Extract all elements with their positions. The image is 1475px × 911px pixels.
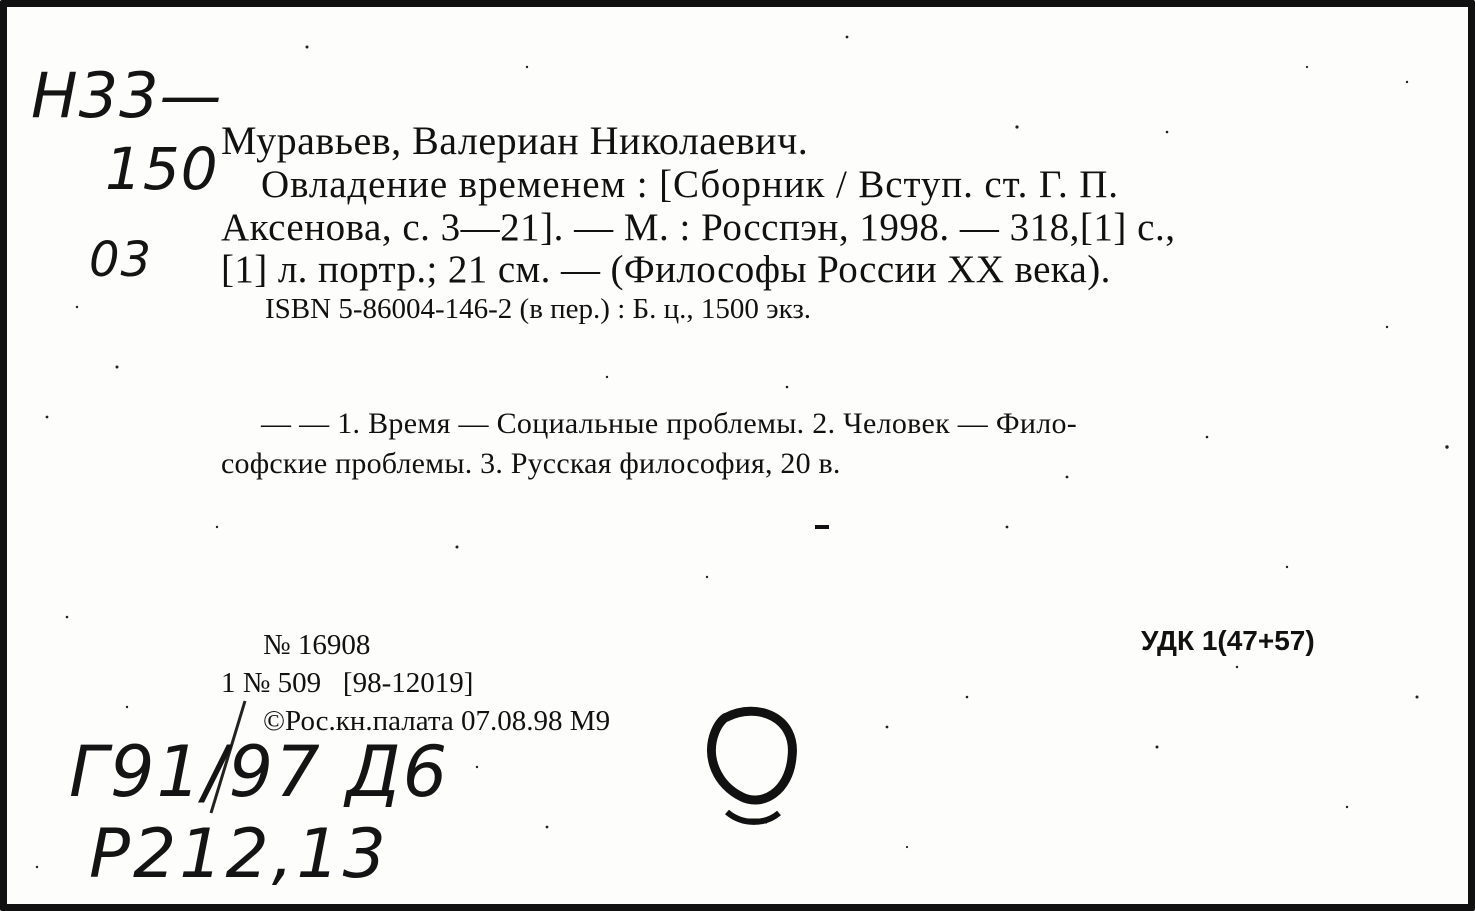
handwritten-note-line1: Г91/97 Д6 [69, 731, 450, 813]
copy-line: 1 № 509 [98-12019] [221, 667, 474, 699]
isbn-line: ISBN 5-86004-146-2 (в пер.) : Б. ц., 1500 экз. [265, 293, 812, 325]
subjects-line-1: — — 1. Время — Социальные проблемы. 2. Человек — Фило- [261, 407, 1078, 440]
circle-mark-icon [687, 697, 827, 837]
author-heading: Муравьев, Валериан Николаевич. [221, 118, 809, 163]
title-line-2: Аксенова, с. 3—21]. — М. : Росспэн, 1998. — 318,[1] с., [221, 206, 1176, 249]
shelf-mark-line1: Н33— [31, 59, 223, 132]
book-chamber-line: ©Рос.кн.палата 07.08.98 М9 [263, 705, 611, 737]
title-line-3: [1] л. портр.; 21 см. — (Философы России XX века). [221, 248, 1111, 291]
udc-code: УДК 1(47+57) [1141, 625, 1315, 656]
subjects-line-2: софские проблемы. 3. Русская философия, 20 в. [221, 447, 841, 480]
shelf-mark-line3: 03 [89, 232, 153, 288]
title-line-1: Овладение временем : [Сборник / Вступ. ст. Г. П. [261, 163, 1119, 206]
shelf-mark-line2: 150 [105, 135, 219, 203]
handwritten-note-line2: Р212,13 [89, 815, 389, 894]
card-number: № 16908 [263, 629, 371, 661]
